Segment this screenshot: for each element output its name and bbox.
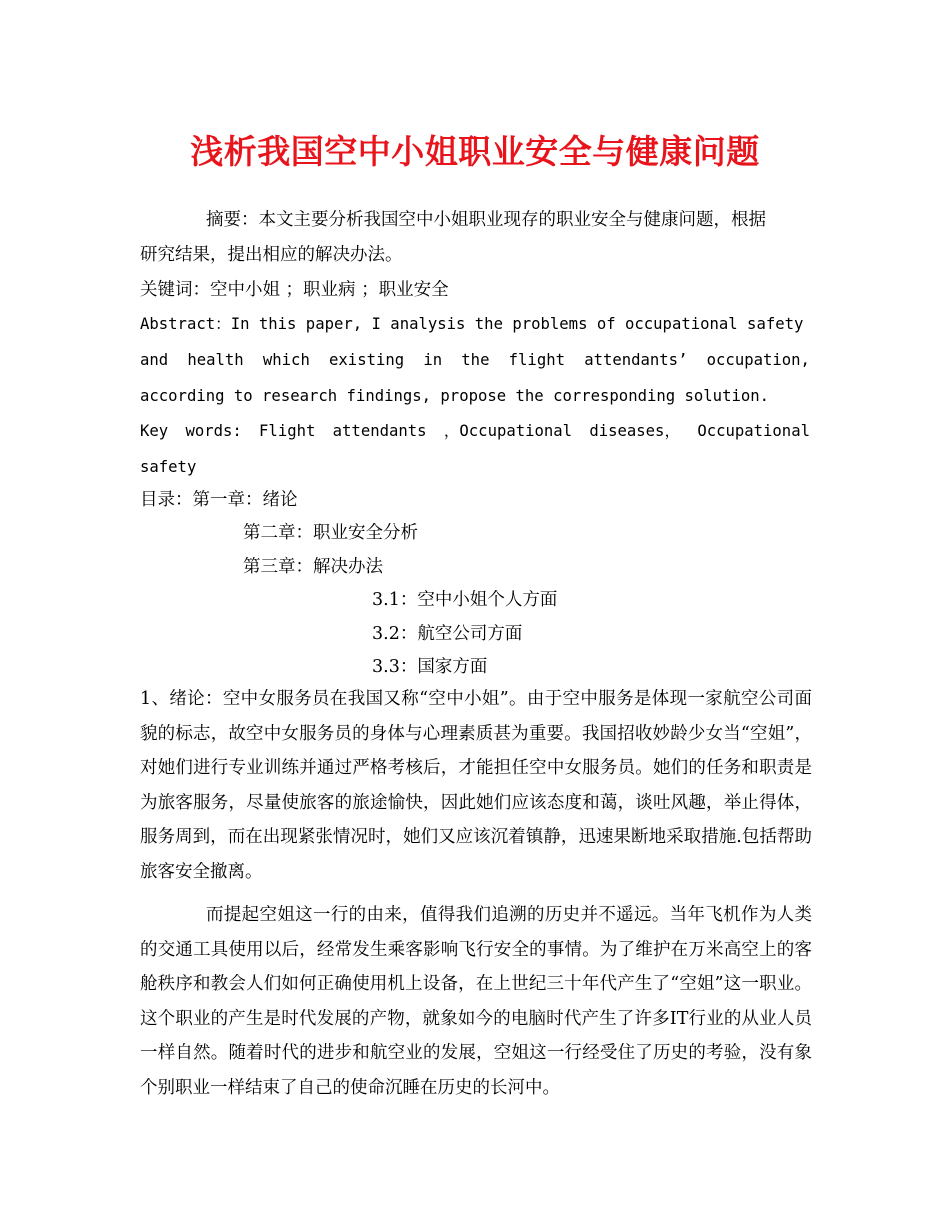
word: words: (185, 422, 242, 440)
word: Key (140, 422, 169, 440)
page-title: 浅析我国空中小姐职业安全与健康问题 (190, 132, 760, 171)
word: Flight (259, 422, 316, 440)
word: Occupational (697, 422, 810, 440)
word: in (423, 351, 443, 369)
paragraph-introduction: 1、绪论：空中女服务员在我国又称“空中小姐”。由于空中服务是体现一家航空公司面貌的标志，故空中女服务员的身体与心理素质甚为重要。我国招收妙龄少女当“空姐”，对她们进行专业训练并通过严格考核后，才能担任空中女服务员。她们的任务和职责是为旅客服务，尽量使旅客的旅途愉快，因此她们应该态度和蔼，谈吐风趣，举止得体，服务周到，而在出现紧张情况时，她们又应该沉着镇静，迅速果断地采取措施.包括帮助旅客安全撤离。 (140, 689, 812, 882)
toc-section-3-1: 3.1：空中小姐个人方面 (372, 590, 558, 610)
word: occupation, (706, 351, 810, 369)
abstract-cn-line-1: 摘要：本文主要分析我国空中小姐职业现存的职业安全与健康问题，根据 (206, 210, 766, 230)
keywords-en-line-1 (140, 420, 810, 442)
word: flight (508, 351, 565, 369)
keywords-en-line-2: safety (140, 458, 197, 476)
word: attendants’ (584, 351, 688, 369)
paragraph-history: 而提起空姐这一行的由来，值得我们追溯的历史并不遥远。当年飞机作为人类的交通工具使用以后，经常发生乘客影响飞行安全的事情。为了维护在万米高空上的客舱秩序和教会人们如何正确使用机上设备，在上世纪三十年代产生了“空姐”这一职业。这个职业的产生是时代发展的产物，就象如今的电脑时代产生了许多IT行业的从业人员一样自然。随着时代的进步和航空业的发展，空姐这一行经受住了历史的考验，没有象个别职业一样结束了自己的使命沉睡在历史的长河中。 (140, 905, 812, 1098)
toc-chapter-2: 第二章：职业安全分析 (243, 523, 418, 543)
toc-label: 目录：第一章：绪论 (140, 490, 298, 510)
word: which (262, 351, 310, 369)
word: ，Occupational (443, 422, 573, 440)
toc-section-3-3: 3.3：国家方面 (372, 657, 488, 677)
keywords-cn: 关键词：空中小姐 ；职业病 ；职业安全 (140, 280, 449, 300)
toc-chapter-3: 第三章：解决办法 (243, 557, 383, 577)
word: and (140, 351, 169, 369)
abstract-cn-line-2: 研究结果，提出相应的解决办法。 (140, 245, 403, 265)
word: health (187, 351, 244, 369)
abstract-en-line-3: according to research findings, propose the corresponding solution. (140, 387, 770, 405)
word: attendants (332, 422, 427, 440)
toc-section-3-2: 3.2：航空公司方面 (372, 624, 523, 644)
abstract-en-line-2 (140, 349, 810, 371)
abstract-en-line-1: Abstract：In this paper, I analysis the problems of occupational safety (140, 315, 804, 333)
word: existing (329, 351, 405, 369)
word: diseases， (589, 422, 681, 440)
word: the (461, 351, 490, 369)
